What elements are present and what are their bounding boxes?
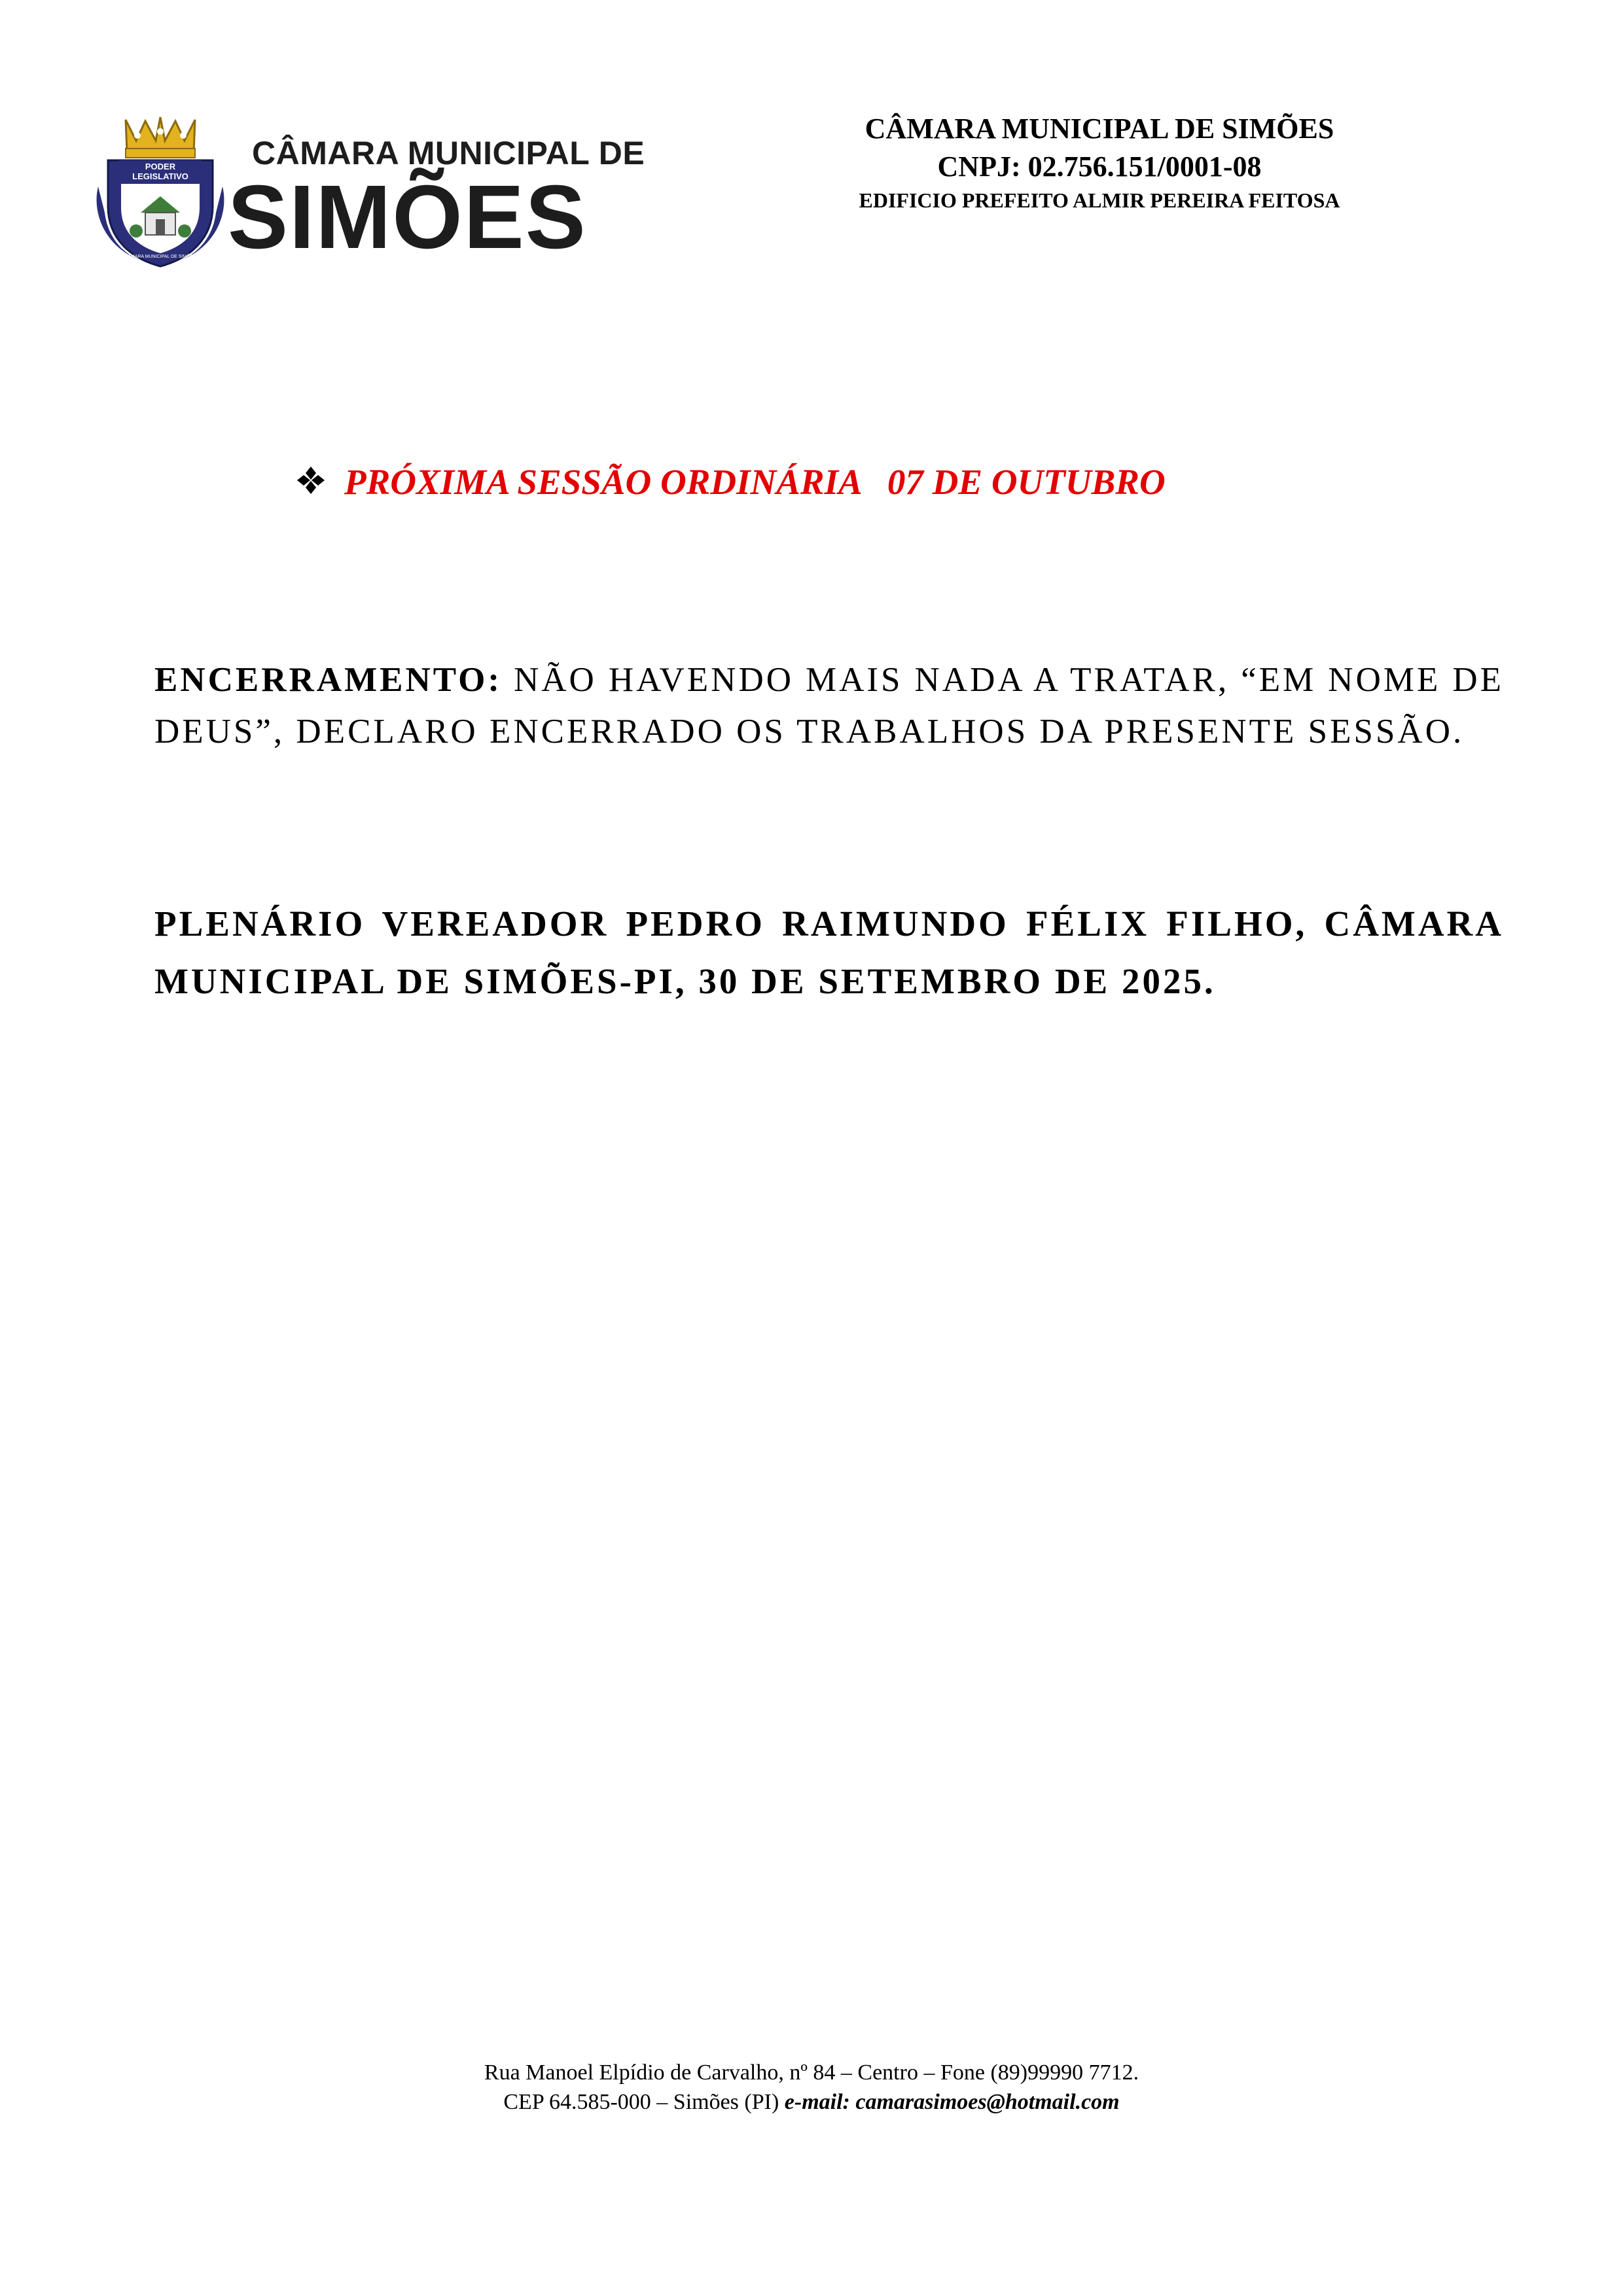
- footer-cep: CEP 64.585-000 – Simões (PI): [503, 2090, 785, 2114]
- logo-title-small: CÂMARA MUNICIPAL DE: [252, 135, 645, 171]
- letterhead: [772, 110, 1427, 215]
- cnpj: CNPJ: 02.756.151/0001-08: [937, 150, 1262, 183]
- ribbon-line-2: LEGISLATIVO: [132, 171, 188, 181]
- coat-of-arms-icon: [85, 115, 236, 272]
- email-label: e-mail:: [784, 2090, 850, 2114]
- plenary-statement: PLENÁRIO VEREADOR PEDRO RAIMUNDO FÉLIX FILHO, CÂMARA MUNICIPAL DE SIMÕES-PI, 30 DE SETEMBRO DE 2025.: [154, 904, 1504, 1001]
- chamber-logo: [85, 115, 645, 272]
- footer-address: Rua Manoel Elpídio de Carvalho, nº 84 – Centro – Fone (89)99990 7712.: [484, 2060, 1139, 2085]
- building-name: EDIFICIO PREFEITO ALMIR PEREIRA FEITOSA: [859, 188, 1340, 212]
- footer: [0, 2058, 1623, 2117]
- next-session-text: PRÓXIMA SESSÃO ORDINÁRIA 07 DE OUTUBRO: [344, 462, 1166, 502]
- email-address: camarasimoes@hotmail.com: [849, 2090, 1120, 2114]
- next-session-notice: [296, 459, 1166, 505]
- logo-title-big: SIMÕES: [228, 167, 587, 268]
- diamond-bullet-icon: [296, 465, 326, 495]
- ribbon-text: [131, 162, 190, 181]
- closing-paragraph: [154, 654, 1504, 758]
- ribbon-line-1: PODER: [145, 162, 176, 171]
- closing-label: ENCERRAMENTO:: [154, 661, 502, 699]
- institution-name: CÂMARA MUNICIPAL DE SIMÕES: [865, 113, 1334, 145]
- seal-text: CÂMARA MUNICIPAL DE SIMÕES: [124, 255, 196, 259]
- footer-contact: [0, 2087, 1623, 2117]
- closing-text: NÃO HAVENDO MAIS NADA A TRATAR, “EM NOME DE DEUS”, DECLARO ENCERRADO OS TRABALHOS DA PRESENTE SESSÃO.: [154, 661, 1504, 751]
